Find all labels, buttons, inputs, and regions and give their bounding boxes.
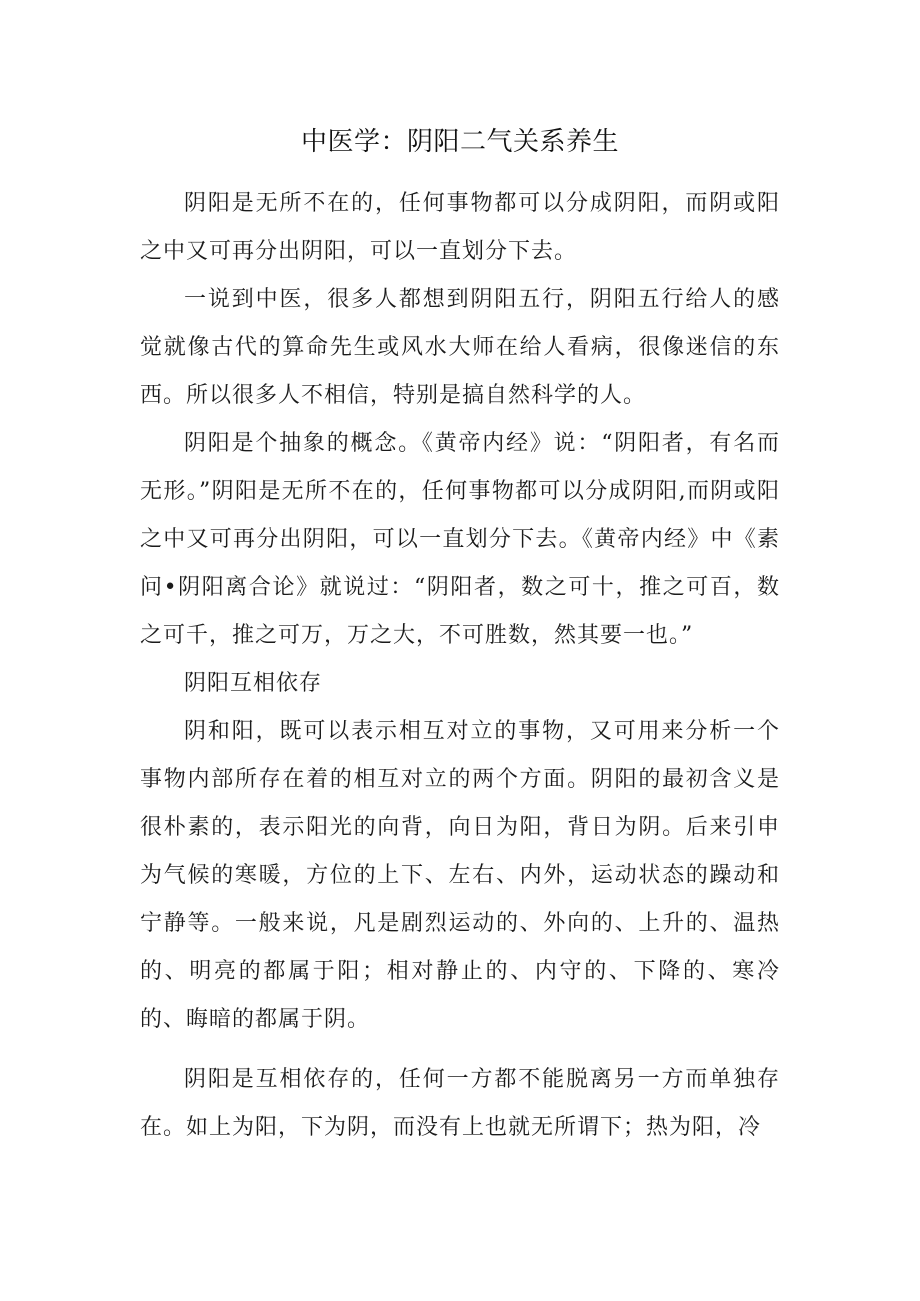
paragraph-2-block bbox=[140, 276, 780, 420]
paragraph: 阴和阳，既可以表示相互对立的事物，又可用来分析一个事物内部所存在着的相互对立的两个方面。阴阳的最初含义是很朴素的，表示阳光的向背，向日为阳，背日为阴。后来引申为气候的寒暖，方位的上下、左右、内外，运动状态的躁动和宁静等。一般来说，凡是剧烈运动的、外向的、上升的、温热的、明亮的都属于阳；相对静止的、内守的、下降的、寒冷的、晦暗的都属于阴。 bbox=[140, 719, 780, 1032]
section-heading: 阴阳互相依存 bbox=[184, 671, 323, 696]
paragraph: 阴阳是个抽象的概念。《黄帝内经》说：“阴阳者，有名而无形。”阴阳是无所不在的，任何事物都可以分成阴阳,而阴或阳之中又可再分出阴阳，可以一直划分下去。《黄帝内经》中《素问•阴阳离合论》就说过：“阴阳者，数之可十，推之可百，数之可千，推之可万，万之大，不可胜数，然其要一也。” bbox=[140, 431, 780, 648]
paragraph-3-block bbox=[140, 420, 780, 660]
paragraph: 阴阳是无所不在的，任何事物都可以分成阴阳，而阴或阳之中又可再分出阴阳，可以一直划分下去。 bbox=[140, 191, 780, 264]
paragraph: 一说到中医，很多人都想到阴阳五行，阴阳五行给人的感觉就像古代的算命先生或风水大师在给人看病，很像迷信的东西。所以很多人不相信，特别是搞自然科学的人。 bbox=[140, 287, 780, 408]
section-heading-block bbox=[140, 660, 780, 708]
paragraph-4-block bbox=[140, 708, 780, 1044]
page-title: 中医学：阴阳二气关系养生 bbox=[300, 127, 619, 157]
paragraph-5-block bbox=[140, 1056, 780, 1152]
paragraph-1-block bbox=[140, 180, 780, 276]
paragraph: 阴阳是互相依存的，任何一方都不能脱离另一方而单独存在。如上为阳，下为阴，而没有上也就无所谓下；热为阳，冷 bbox=[140, 1067, 780, 1140]
